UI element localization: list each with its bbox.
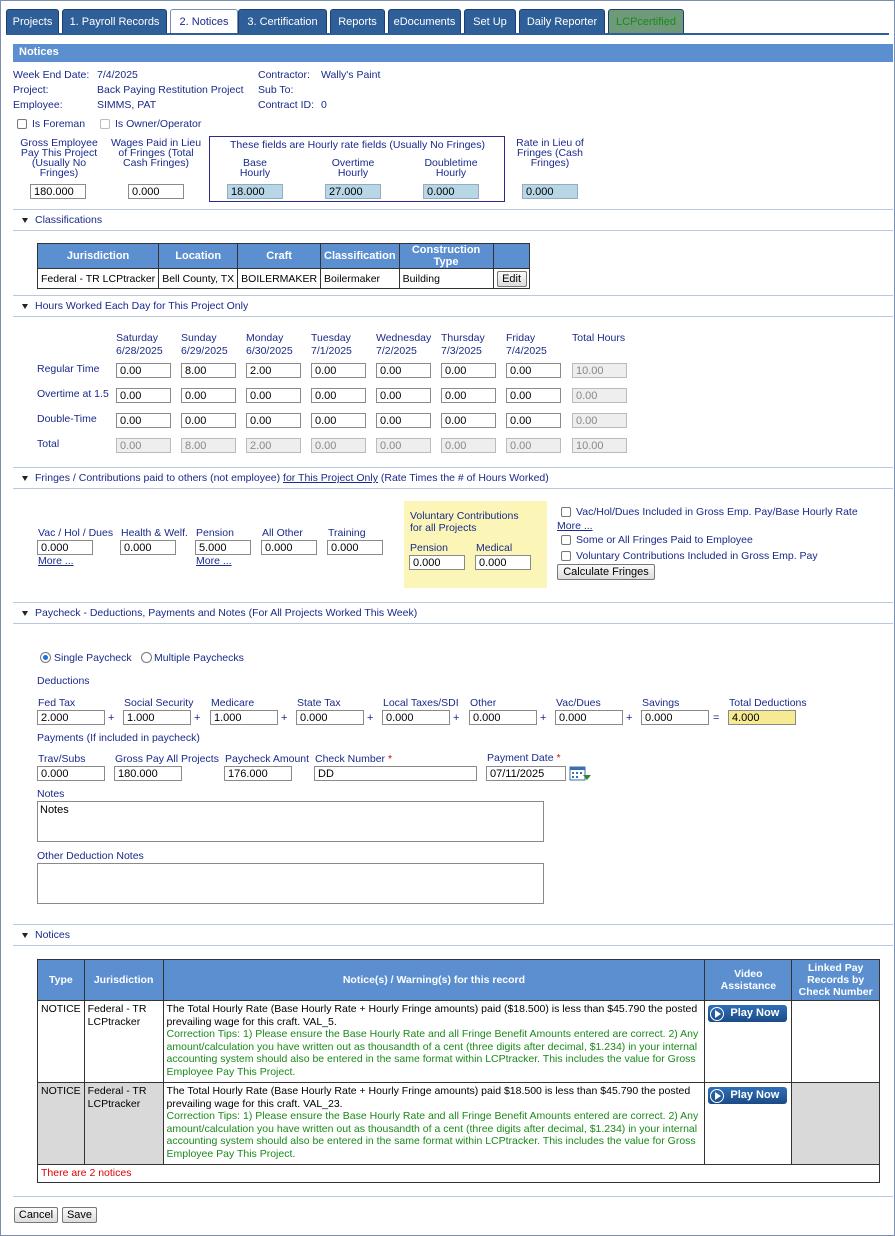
page-header: Notices	[13, 44, 893, 62]
classifications-section-toggle[interactable]	[13, 209, 893, 231]
col-jurisdiction: Jurisdiction	[84, 960, 163, 1001]
hours-input[interactable]	[116, 413, 171, 428]
fringes-paid-checkbox[interactable]	[561, 535, 571, 545]
deduction-label: Local Taxes/SDI	[383, 697, 459, 709]
hours-input[interactable]	[441, 388, 496, 403]
notice-linked-cell	[792, 1083, 880, 1165]
day-header	[116, 332, 163, 358]
fringes-paid-label: Some or All Fringes Paid to Employee	[576, 534, 753, 546]
play-icon	[710, 1089, 724, 1103]
deduction-input[interactable]	[210, 710, 278, 725]
paycheck-section-title: Paycheck - Deductions, Payments and Notes (For All Projects Worked This Week)	[35, 607, 418, 619]
deduction-input[interactable]	[37, 710, 105, 725]
hours-input	[311, 438, 366, 453]
notice-text: The Total Hourly Rate (Base Hourly Rate + Hourly Fringe amounts) paid $18.500 is less than $45.790 the posted prevailing wage for this craft. VAL_23.	[166, 1085, 691, 1110]
day-name: Sunday	[181, 332, 217, 344]
day-name: Monday	[246, 332, 284, 344]
day-header	[181, 332, 228, 358]
payment-date-label: Payment Date *	[487, 752, 561, 764]
hours-total-input	[572, 438, 627, 453]
collapse-triangle-icon	[22, 476, 28, 481]
is-owner-checkbox[interactable]	[100, 119, 110, 129]
vac-hol-dues-input[interactable]	[37, 540, 93, 555]
week-end-label: Week End Date:	[13, 69, 90, 81]
contract-id-label: Contract ID:	[258, 99, 315, 111]
payment-date-input[interactable]	[486, 766, 566, 781]
deductions-label: Deductions	[37, 675, 90, 687]
collapse-triangle-icon	[22, 304, 28, 309]
employee-label: Employee:	[13, 99, 63, 111]
hours-input[interactable]	[116, 388, 171, 403]
tab-setup[interactable]: Set Up	[464, 9, 516, 33]
notice-text-cell	[163, 1001, 705, 1083]
notes-textarea[interactable]	[37, 801, 544, 842]
tab-payroll-records[interactable]: 1. Payroll Records	[62, 9, 167, 33]
notice-jurisdiction: Federal - TR LCPtracker	[84, 1001, 163, 1083]
vol-pension-input[interactable]	[409, 555, 465, 570]
tab-certification[interactable]: 3. Certification	[238, 9, 327, 33]
day-date: 6/30/2025	[246, 345, 293, 357]
hours-input[interactable]	[311, 363, 366, 378]
deduction-label: Other	[470, 697, 497, 709]
notice-tip: Correction Tips: 1) Please ensure the Base Hourly Rate and all Fringe Benefit Amounts entered are correct. 2) Any amount/calculation you have written out as thousandth of a cent (three digits after decimal, $1.234) in your internal accounting system should also be entered in the same format within LCPtracker. This includes the value for Gross Employee Pay This Project.	[166, 1110, 699, 1160]
notice-type: NOTICE	[38, 1083, 85, 1165]
hours-input[interactable]	[506, 363, 561, 378]
notice-tip: Correction Tips: 1) Please ensure the Base Hourly Rate and all Fringe Benefit Amounts entered are correct. 2) Any amount/calculation you have written out as thousandth of a cent (three digits after decimal, $1.234) in your internal accounting system should also be entered in the same format within LCPtracker. This includes the value for Gross Employee Pay This Project.	[166, 1028, 699, 1078]
training-label: Training	[328, 527, 366, 539]
other-deduction-notes-textarea[interactable]	[37, 863, 544, 904]
hours-row-label: Double-Time	[37, 413, 97, 425]
rate-lieu-label: Rate in Lieu of Fringes (Cash Fringes)	[516, 137, 584, 169]
notice-text: The Total Hourly Rate (Base Hourly Rate + Hourly Fringe amounts) paid ($18.500) is less than $45.790 the posted prevailing wage for this craft. VAL_5.	[166, 1003, 698, 1028]
fringe-more-link[interactable]: More ...	[557, 520, 593, 532]
health-welf-label: Health & Welf.	[121, 527, 188, 539]
single-paycheck-label: Single Paycheck	[54, 652, 132, 664]
doubletime-hourly-label: Doubletime Hourly	[424, 157, 478, 179]
day-date: 7/4/2025	[506, 345, 547, 357]
multiple-paychecks-label: Multiple Paychecks	[154, 652, 244, 664]
collapse-triangle-icon	[22, 611, 28, 616]
day-header	[506, 332, 547, 358]
notices-table	[37, 959, 880, 1183]
wages-lieu-input[interactable]	[128, 184, 184, 199]
edit-button[interactable]: Edit	[497, 271, 527, 287]
hours-input	[181, 438, 236, 453]
table-row	[38, 1083, 880, 1165]
day-name: Wednesday	[376, 332, 432, 344]
hours-input[interactable]	[181, 413, 236, 428]
notices-section-title: Notices	[35, 929, 71, 941]
cell-craft: BOILERMAKER	[238, 269, 321, 289]
doubletime-hourly-input[interactable]	[423, 184, 479, 199]
single-paycheck-radio[interactable]	[40, 652, 51, 663]
calculate-fringes-button[interactable]: Calculate Fringes	[557, 564, 655, 580]
collapse-triangle-icon	[22, 933, 28, 938]
all-other-input[interactable]	[261, 540, 317, 555]
multiple-paychecks-radio[interactable]	[141, 652, 152, 663]
play-now-button[interactable]	[708, 1005, 787, 1022]
hours-input[interactable]	[376, 413, 431, 428]
notice-type: NOTICE	[38, 1001, 85, 1083]
save-button[interactable]: Save	[62, 1207, 97, 1223]
contractor-value: Wally's Paint	[321, 69, 381, 81]
notice-jurisdiction: Federal - TR LCPtracker	[84, 1083, 163, 1165]
play-now-button[interactable]	[708, 1087, 787, 1104]
col-classification: Classification	[321, 244, 400, 269]
deduction-input[interactable]	[469, 710, 537, 725]
hours-input[interactable]	[441, 363, 496, 378]
col-edit	[493, 244, 529, 269]
check-number-input[interactable]	[314, 766, 477, 781]
hours-input[interactable]	[506, 413, 561, 428]
day-header	[246, 332, 293, 358]
tab-daily-reporter[interactable]: Daily Reporter	[519, 9, 605, 33]
calendar-icon[interactable]	[569, 765, 591, 782]
voluntary-included-label: Voluntary Contributions Included in Gross Emp. Pay	[576, 550, 818, 562]
day-header	[441, 332, 485, 358]
plus-sign: +	[453, 712, 460, 724]
hours-section-toggle[interactable]	[13, 295, 893, 317]
hours-input[interactable]	[311, 413, 366, 428]
col-notices: Notice(s) / Warning(s) for this record	[163, 960, 705, 1001]
day-name: Thursday	[441, 332, 485, 344]
deduction-input[interactable]	[555, 710, 623, 725]
hourly-box-title: These fields are Hourly rate fields (Usually No Fringes)	[230, 139, 486, 151]
tab-edocuments[interactable]: eDocuments	[388, 9, 461, 33]
fringes-section-title-c: (Rate Times the # of Hours Worked)	[377, 472, 549, 484]
hours-row-label: Total	[37, 438, 60, 450]
hours-input[interactable]	[376, 388, 431, 403]
col-jurisdiction: Jurisdiction	[38, 244, 159, 269]
col-linked: Linked Pay Records by Check Number	[792, 960, 880, 1001]
plus-sign: +	[626, 712, 633, 724]
notice-count: There are 2 notices	[38, 1165, 880, 1183]
notes-label: Notes	[37, 788, 65, 800]
day-name: Tuesday	[311, 332, 351, 344]
hours-row-label: Overtime at 1.5	[37, 388, 109, 400]
vol-medical-input[interactable]	[475, 555, 531, 570]
col-craft: Craft	[238, 244, 321, 269]
subto-label: Sub To:	[258, 84, 294, 96]
hours-input[interactable]	[181, 388, 236, 403]
hours-input	[116, 438, 171, 453]
deduction-input[interactable]	[382, 710, 450, 725]
pension-input[interactable]	[195, 540, 251, 555]
plus-sign: +	[108, 712, 115, 724]
base-hourly-label: Base Hourly	[239, 157, 271, 179]
cell-edit	[493, 269, 529, 289]
notice-video-cell	[705, 1083, 792, 1165]
day-header	[311, 332, 352, 358]
equals-sign: =	[713, 712, 720, 724]
hours-row-label: Regular Time	[37, 363, 100, 375]
deduction-label: Vac/Dues	[556, 697, 601, 709]
day-date: 7/1/2025	[311, 345, 352, 357]
tab-notices[interactable]: 2. Notices	[170, 9, 238, 34]
hours-input[interactable]	[376, 363, 431, 378]
hours-input	[506, 438, 561, 453]
vol-pension-label: Pension	[410, 542, 448, 554]
employee-value: SIMMS, PAT	[97, 99, 157, 111]
trav-subs-input[interactable]	[37, 766, 105, 781]
total-hours-label: Total Hours	[572, 332, 626, 344]
hours-total-input	[572, 413, 627, 428]
hours-input[interactable]	[246, 388, 301, 403]
classifications-section-title: Classifications	[35, 214, 103, 226]
play-icon	[710, 1007, 724, 1021]
contractor-label: Contractor:	[258, 69, 310, 81]
day-name: Saturday	[116, 332, 159, 344]
footer-divider	[13, 1196, 893, 1197]
vac-hol-dues-label: Vac / Hol / Dues	[38, 527, 114, 539]
gross-pay-all-label: Gross Pay All Projects	[115, 753, 219, 765]
fringes-section-toggle[interactable]	[13, 467, 893, 489]
rate-lieu-input[interactable]	[522, 184, 578, 199]
tab-lcpcertified[interactable]: LCPcertified	[608, 9, 684, 33]
deduction-label: Savings	[642, 697, 680, 709]
table-row	[38, 1001, 880, 1083]
hours-input[interactable]	[116, 363, 171, 378]
plus-sign: +	[194, 712, 201, 724]
hours-section-title: Hours Worked Each Day for This Project Only	[35, 300, 249, 312]
base-hourly-input[interactable]	[227, 184, 283, 199]
day-date: 7/2/2025	[376, 345, 417, 357]
voluntary-included-checkbox[interactable]	[561, 551, 571, 561]
health-welf-input[interactable]	[120, 540, 176, 555]
day-date: 6/29/2025	[181, 345, 228, 357]
project-label: Project:	[13, 84, 49, 96]
check-number-label: Check Number *	[315, 753, 393, 765]
paycheck-amount-input[interactable]	[224, 766, 292, 781]
gross-pay-input[interactable]	[30, 184, 86, 199]
wages-lieu-label: Wages Paid in Lieu of Fringes (Total Cash Fringes)	[110, 137, 202, 169]
day-name: Friday	[506, 332, 536, 344]
trav-subs-label: Trav/Subs	[38, 753, 86, 765]
voluntary-title: Voluntary Contributions for all Projects	[410, 510, 519, 534]
plus-sign: +	[281, 712, 288, 724]
paycheck-section-toggle[interactable]	[13, 602, 893, 624]
vac-more-link[interactable]: More ...	[38, 555, 74, 567]
is-foreman-label: Is Foreman	[32, 118, 86, 130]
payments-label: Payments (If included in paycheck)	[37, 732, 200, 744]
col-video: Video Assistance	[705, 960, 792, 1001]
play-now-label: Play Now	[730, 1007, 780, 1020]
col-location: Location	[159, 244, 238, 269]
plus-sign: +	[367, 712, 374, 724]
cancel-button[interactable]: Cancel	[14, 1207, 58, 1223]
classifications-table	[37, 243, 530, 289]
overtime-hourly-label: Overtime Hourly	[331, 157, 375, 179]
deduction-label: State Tax	[297, 697, 341, 709]
deduction-input[interactable]	[641, 710, 709, 725]
vol-medical-label: Medical	[476, 542, 513, 554]
fringes-section-title-b: for This Project Only	[283, 472, 378, 484]
overtime-hourly-input[interactable]	[325, 184, 381, 199]
total-deductions-input[interactable]	[728, 710, 796, 725]
other-deduction-notes-label: Other Deduction Notes	[37, 850, 144, 862]
table-row	[38, 269, 530, 289]
hours-input[interactable]	[246, 363, 301, 378]
day-header	[376, 332, 431, 358]
day-date: 6/28/2025	[116, 345, 163, 357]
hours-input[interactable]	[506, 388, 561, 403]
notices-section-toggle[interactable]	[13, 924, 893, 946]
deduction-label: Medicare	[211, 697, 255, 709]
notice-linked-cell	[792, 1001, 880, 1083]
deduction-label: Social Security	[124, 697, 194, 709]
fringes-section-title-a: Fringes / Contributions paid to others (not employee)	[35, 472, 284, 484]
plus-sign: +	[540, 712, 547, 724]
hours-input	[246, 438, 301, 453]
tab-projects[interactable]: Projects	[6, 9, 59, 33]
deduction-input[interactable]	[296, 710, 364, 725]
deduction-input[interactable]	[123, 710, 191, 725]
all-other-label: All Other	[262, 527, 303, 539]
cell-construction-type: Building	[399, 269, 493, 289]
hours-input[interactable]	[441, 413, 496, 428]
hours-total-input	[572, 388, 627, 403]
collapse-triangle-icon	[22, 218, 28, 223]
paycheck-amount-label: Paycheck Amount	[225, 753, 310, 765]
deduction-label: Fed Tax	[38, 697, 76, 709]
contract-id-value: 0	[321, 99, 327, 111]
cell-classification: Boilermaker	[321, 269, 400, 289]
hours-input[interactable]	[311, 388, 366, 403]
vac-included-checkbox[interactable]	[561, 507, 571, 517]
hours-input	[376, 438, 431, 453]
col-construction-type: Construction Type	[399, 244, 493, 269]
gross-pay-all-input[interactable]	[114, 766, 182, 781]
gross-pay-label: Gross Employee Pay This Project (Usually No Fringes)	[20, 137, 98, 179]
training-input[interactable]	[327, 540, 383, 555]
week-end-value: 7/4/2025	[97, 69, 138, 81]
pension-more-link[interactable]: More ...	[196, 555, 232, 567]
is-owner-label: Is Owner/Operator	[115, 118, 202, 130]
total-deductions-label: Total Deductions	[729, 697, 807, 709]
pension-label: Pension	[196, 527, 234, 539]
tab-underline	[6, 33, 889, 35]
cell-location: Bell County, TX	[159, 269, 238, 289]
hours-input	[441, 438, 496, 453]
hours-input[interactable]	[181, 363, 236, 378]
hours-total-input	[572, 363, 627, 378]
vac-included-label: Vac/Hol/Dues Included in Gross Emp. Pay/Base Hourly Rate	[576, 506, 858, 518]
tab-reports[interactable]: Reports	[330, 9, 385, 33]
day-date: 7/3/2025	[441, 345, 482, 357]
hours-input[interactable]	[246, 413, 301, 428]
cell-jurisdiction: Federal - TR LCPtracker	[38, 269, 159, 289]
notice-text-cell	[163, 1083, 705, 1165]
is-foreman-checkbox[interactable]	[17, 119, 27, 129]
play-now-label: Play Now	[730, 1089, 780, 1102]
col-type: Type	[38, 960, 85, 1001]
project-value: Back Paying Restitution Project	[97, 84, 244, 96]
notice-video-cell	[705, 1001, 792, 1083]
